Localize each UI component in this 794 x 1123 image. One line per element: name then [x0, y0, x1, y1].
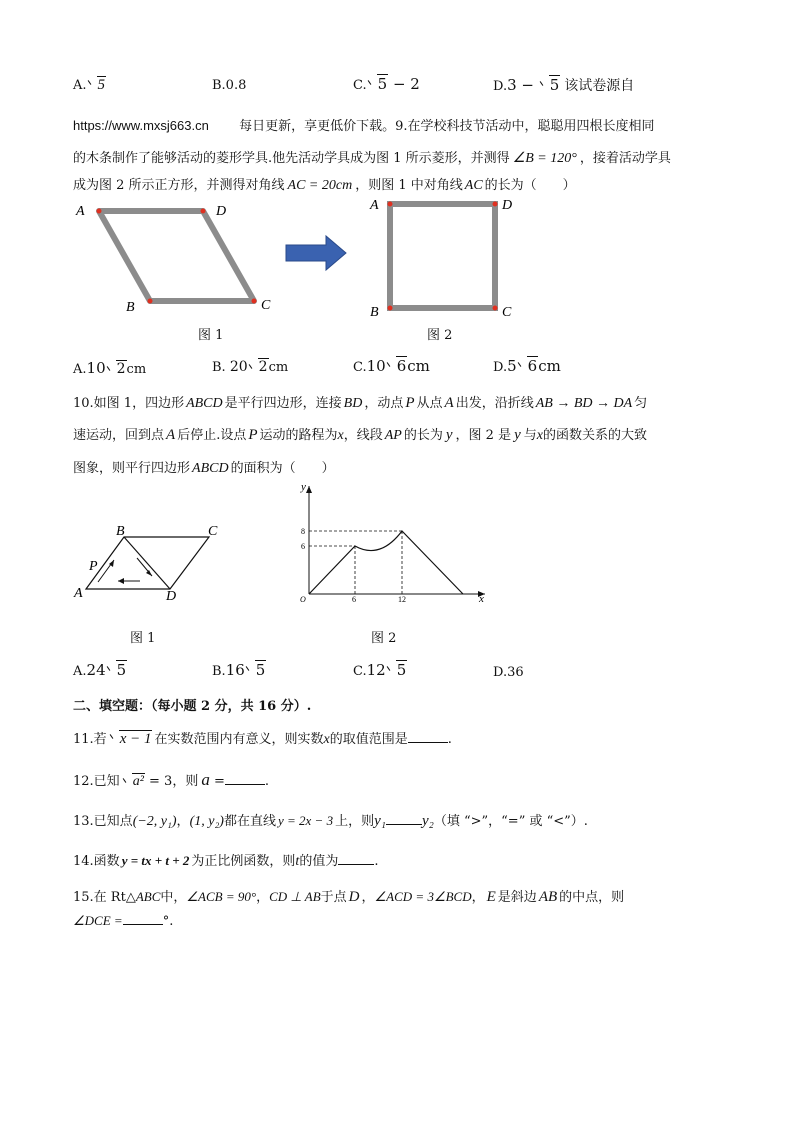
q9-option-d: D.5 6cm	[493, 357, 561, 375]
square-shape	[390, 204, 495, 308]
vertex-dot-d	[493, 202, 498, 207]
rhombus-figure	[70, 195, 280, 320]
section-title: 二、填空题：（每小题 2 分，共 16 分）.	[73, 699, 312, 714]
square-label-b: B	[370, 305, 379, 320]
q14-answer-blank[interactable]	[338, 864, 374, 865]
q12-answer-blank[interactable]	[225, 784, 265, 785]
vertex-dot-d	[201, 209, 206, 214]
function-graph	[285, 478, 495, 608]
right-arrow-icon	[282, 233, 350, 273]
vertex-dot-c	[493, 306, 498, 311]
q9-fig1-caption: 图 1	[198, 328, 224, 343]
q12: 12.已知 a² = 3，则 a = .	[73, 770, 269, 789]
rhombus-shape	[99, 211, 254, 301]
vertex-dot-a	[388, 202, 393, 207]
q8-option-d: D.3 − 5 该试卷源自	[493, 76, 635, 94]
q9-option-a: A.10 2cm	[73, 359, 147, 377]
q10-line1: 10.如图 1，四边形 ABCD 是平行四边形，连接 BD ，动点 P 从点 A 出发，沿折线 AB → BD → DA 匀	[73, 395, 648, 411]
graph-tick-y6: 6	[301, 542, 305, 551]
q9-option-b: B. 20 2cm	[212, 359, 289, 375]
square-figure	[365, 192, 525, 322]
watermark-text: 每日更新，享更低价下载。	[239, 119, 396, 134]
parallelogram-figure	[70, 522, 230, 607]
q15-line2: ∠DCE = °.	[73, 913, 174, 929]
function-curve	[309, 531, 463, 594]
q11: 11.若 x − 1 在实数范围内有意义，则实数x的取值范围是 .	[73, 731, 452, 747]
graph-tick-x6: 6	[352, 595, 356, 604]
q8-option-c: C. 5 − 2	[353, 75, 420, 93]
vertex-dot-b	[388, 306, 393, 311]
rhombus-label-d: D	[216, 204, 227, 219]
rhombus-label-a: A	[76, 204, 85, 219]
rhombus-label-b: B	[126, 300, 135, 315]
q9-line2: 的木条制作了能够活动的菱形学具.他先活动学具成为图 1 所示菱形，并测得 ∠B = 120° ，接着活动学具	[73, 151, 671, 166]
q10-option-c: C.12 5	[353, 661, 407, 679]
q14: 14.函数 y = tx + t + 2 为正比例函数，则t的值为 .	[73, 853, 379, 869]
q13-answer-blank[interactable]	[386, 824, 422, 825]
q9-fig2-caption: 图 2	[427, 328, 453, 343]
para-label-b: B	[116, 524, 125, 539]
q10-option-d: D.36	[493, 665, 524, 680]
para-label-a: A	[74, 586, 83, 601]
graph-label-origin: O	[300, 595, 306, 604]
graph-label-x: x	[479, 593, 484, 605]
graph-tick-y8: 8	[301, 527, 305, 536]
watermark-url[interactable]: https://www.mxsj663.cn	[73, 118, 209, 133]
q9-option-c: C.10 6cm	[353, 357, 430, 375]
square-label-c: C	[502, 305, 512, 320]
q8-option-b: B.0.8	[212, 78, 247, 93]
vertex-dot-c	[252, 299, 257, 304]
q15-line1: 15.在 Rt△ABC中，∠ACB = 90°，CD ⊥ AB于点 D ，∠ACD = 3∠BCD， E 是斜边 AB 的中点，则	[73, 889, 625, 905]
para-label-d: D	[166, 589, 177, 604]
rhombus-label-c: C	[261, 298, 271, 313]
q9-line3: 成为图 2 所示正方形，并测得对角线 AC = 20cm ，则图 1 中对角线 AC 的长为（ ）	[73, 178, 576, 193]
square-label-a: A	[370, 198, 379, 213]
watermark-line	[73, 115, 655, 134]
graph-tick-x12: 12	[398, 595, 406, 604]
q15-answer-blank[interactable]	[123, 924, 163, 925]
q10-option-a: A.24 5	[73, 661, 127, 679]
q10-option-b: B.16 5	[212, 661, 266, 679]
q10-fig1-caption: 图 1	[130, 631, 156, 646]
graph-label-y: y	[301, 481, 306, 493]
vertex-dot-b	[148, 299, 153, 304]
para-label-p: P	[89, 559, 98, 574]
q10-line3: 图象，则平行四边形 ABCD 的面积为（ ）	[73, 461, 335, 476]
q11-answer-blank[interactable]	[408, 742, 448, 743]
square-label-d: D	[502, 198, 513, 213]
y-axis-arrow	[306, 486, 312, 493]
vertex-dot-a	[97, 209, 102, 214]
q8-option-a: A. 5	[73, 77, 106, 93]
q10-line2: 速运动，回到点 A 后停止.设点 P 运动的路程为x，线段 AP 的长为 y ，图 2 是 y 与x的函数关系的大致	[73, 427, 648, 443]
q9-line1: 9.在学校科技节活动中，聪聪用四根长度相同	[395, 119, 655, 134]
q13: 13.已知点(−2, y₁)，(1, y₂)都在直线 y = 2x − 3 上，则y₁ y₂（填 “>”，“=” 或 “<”）.	[73, 813, 588, 829]
q10-fig2-caption: 图 2	[371, 631, 397, 646]
para-label-c: C	[208, 524, 218, 539]
